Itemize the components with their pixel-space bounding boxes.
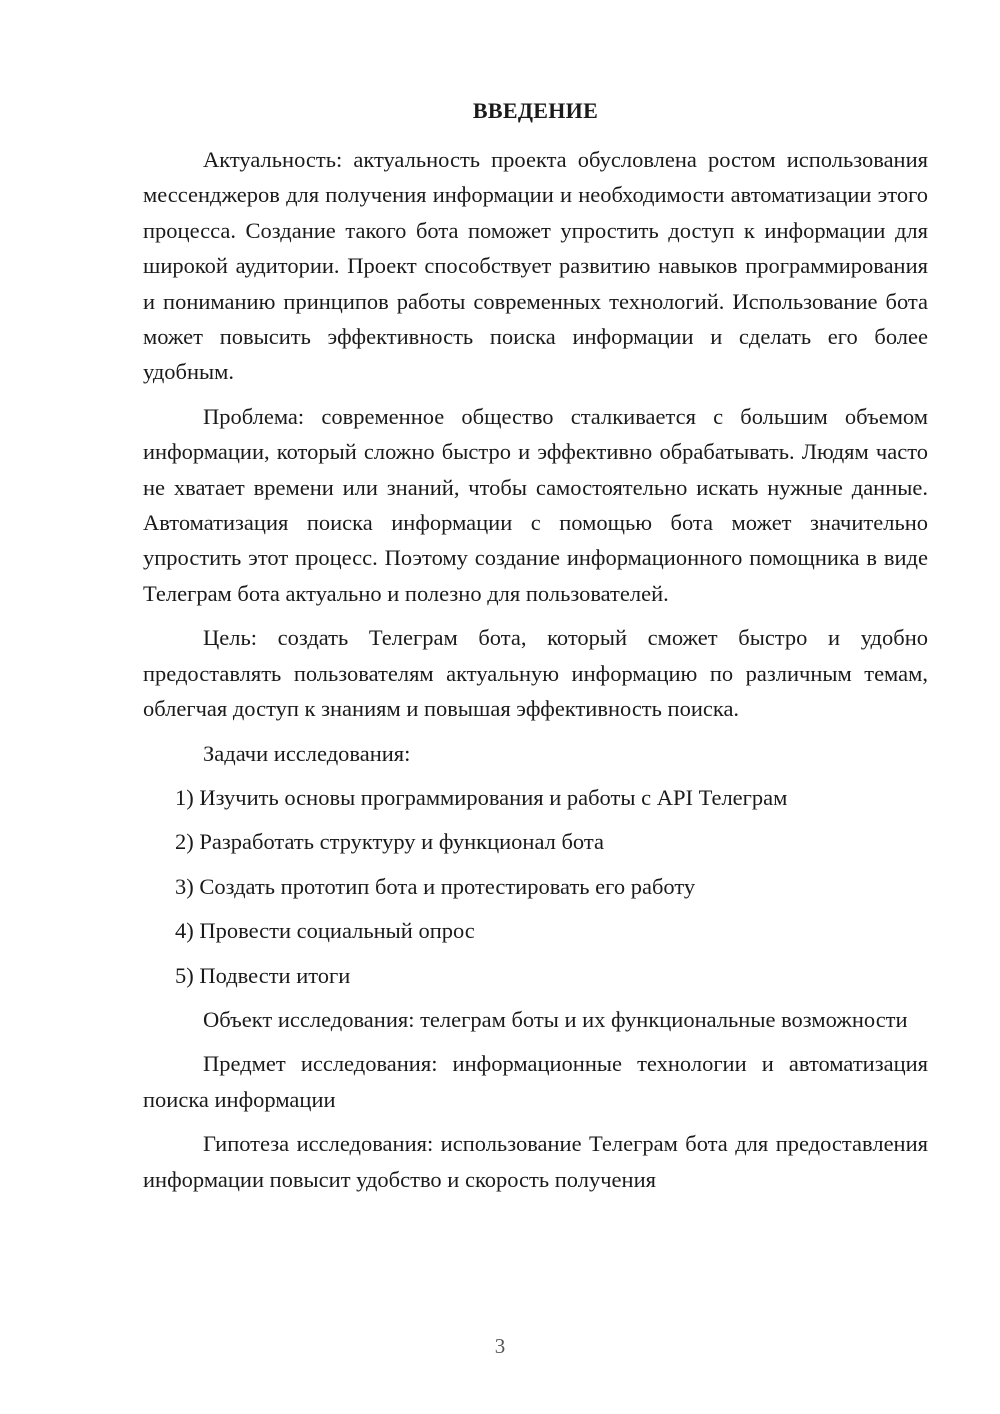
paragraph-relevance: Актуальность: актуальность проекта обусловлена ростом использования мессенджеров для получения информации и необходимости автоматизации этого процесса. Создание такого бота поможет упростить доступ к информации для широкой аудитории. Проект способствует развитию навыков программирования и пониманию принципов работы современных технологий. Использование бота может повысить эффективность поиска информации и сделать его более удобным. [143, 147, 928, 385]
tasks-heading: Задачи исследования: [203, 740, 411, 766]
document-body [143, 142, 928, 1206]
paragraph-problem: Проблема: современное общество сталкивается с большим объемом информации, который сложно быстро и эффективно обрабатывать. Людям часто не хватает времени или знаний, чтобы самостоятельно искать нужные данные. Автоматизация поиска информации с помощью бота может значительно упростить этот процесс. Поэтому создание информационного помощника в виде Телеграм бота актуально и полезно для пользователей. [143, 403, 928, 606]
task-item-4: 4) Провести социальный опрос [175, 918, 475, 944]
task-item-3: 3) Создать прототип бота и протестировать его работу [175, 873, 696, 899]
section-title: ВВЕДЕНИЕ [472, 98, 599, 123]
paragraph-hypothesis: Гипотеза исследования: использование Телеграм бота для предоставления информации повысит удобство и скорость получения [143, 1131, 928, 1192]
task-item-2: 2) Разработать структуру и функционал бота [175, 829, 604, 855]
task-item-1: 1) Изучить основы программирования и работы с API Телеграм [175, 784, 788, 810]
task-item-5: 5) Подвести итоги [175, 962, 351, 988]
paragraph-goal: Цель: создать Телеграм бота, который сможет быстро и удобно предоставлять пользователям актуальную информацию по различным темам, облегчая доступ к знаниям и повышая эффективность поиска. [143, 625, 928, 722]
page-number: 3 [494, 1334, 506, 1358]
paragraph-subject: Предмет исследования: информационные технологии и автоматизация поиска информации [143, 1051, 928, 1112]
paragraph-object: Объект исследования: телеграм боты и их функциональные возможности [203, 1006, 908, 1032]
